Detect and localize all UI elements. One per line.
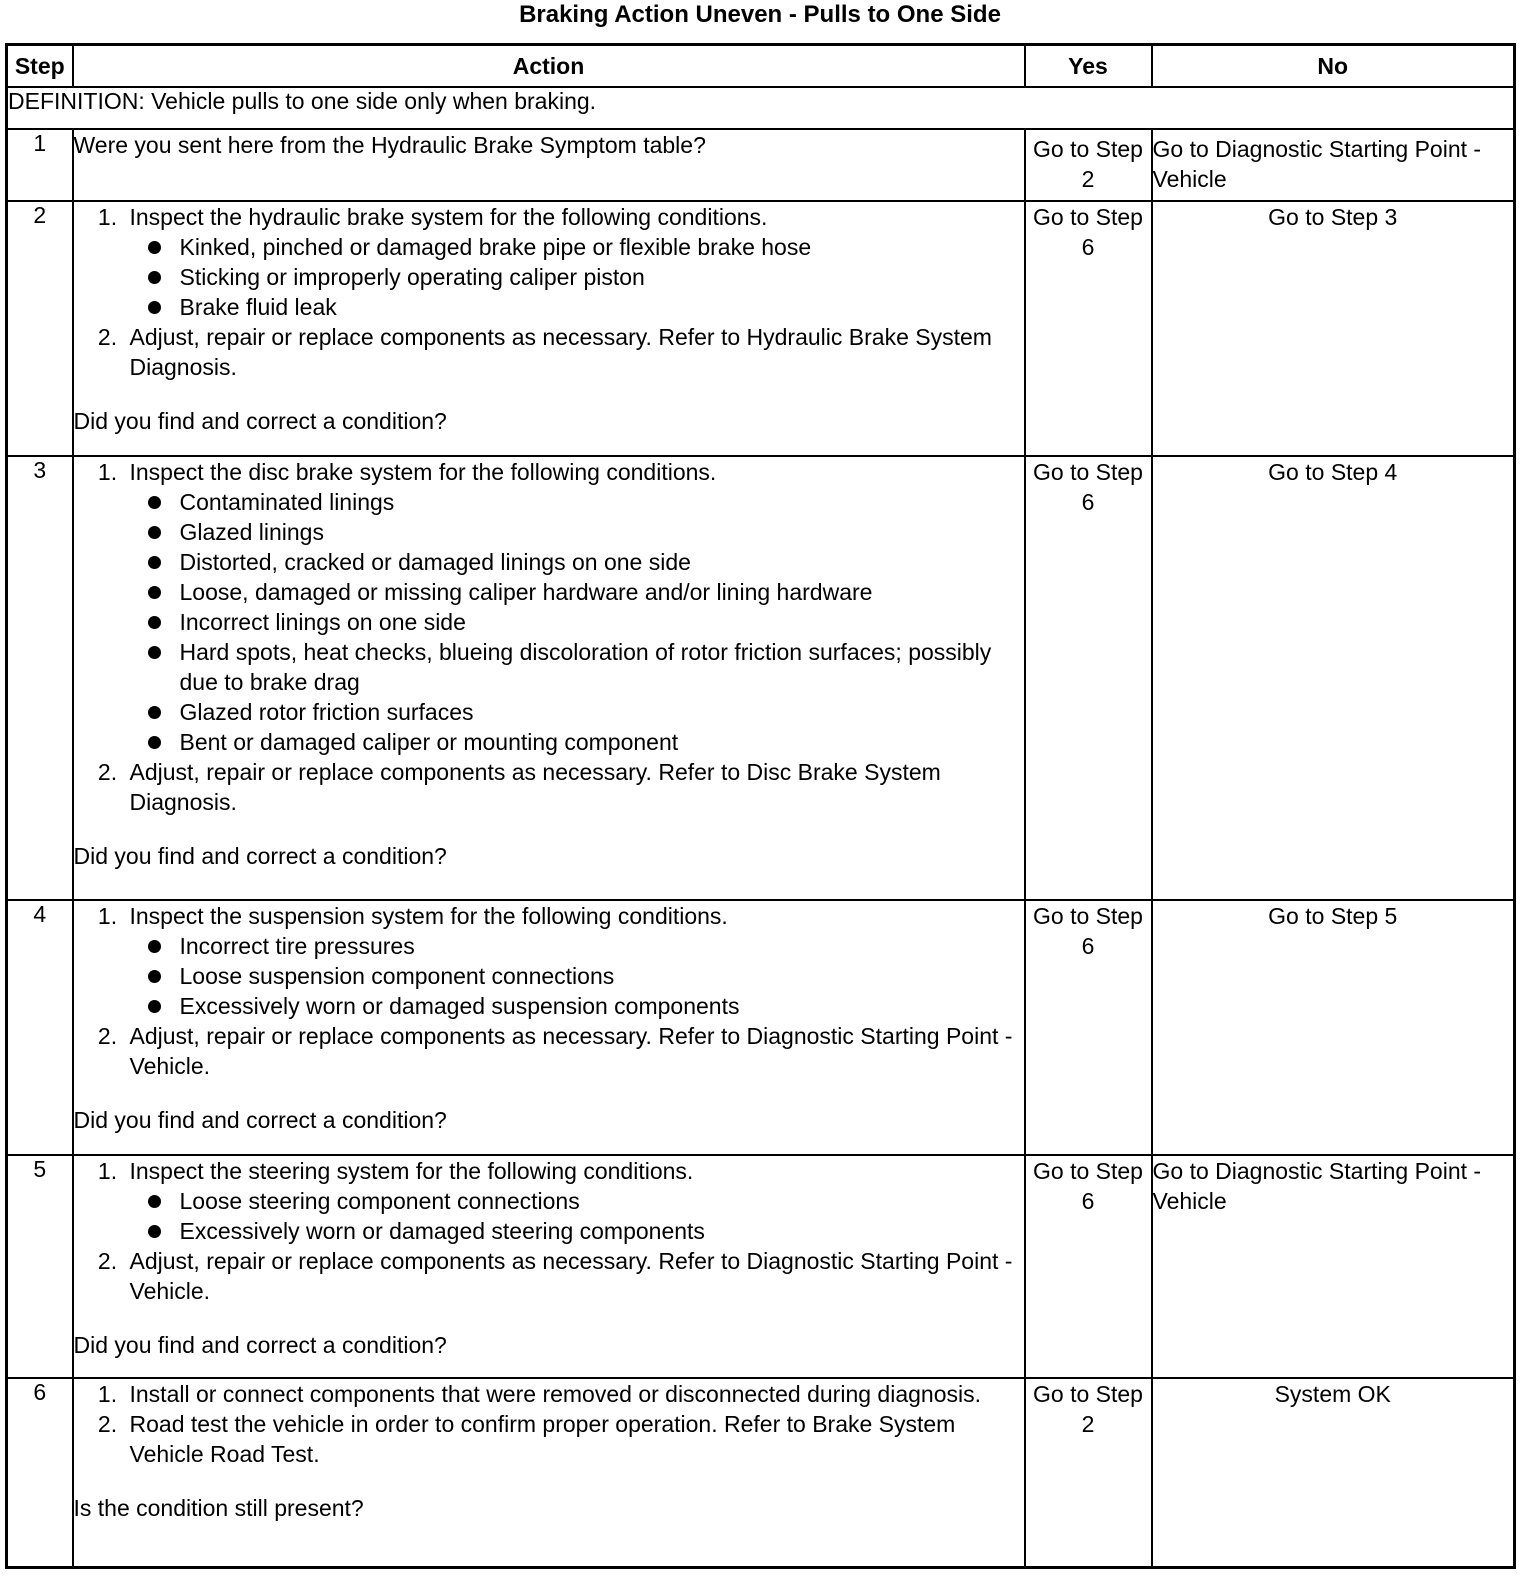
list-item-text: Adjust, repair or replace components as necessary. Refer to Diagnostic Starting Point - Vehicle. — [129, 1248, 1013, 1304]
list-item — [124, 1409, 1024, 1469]
bullet-item: Loose steering component connections — [174, 1186, 1024, 1216]
no-cell: Go to Step 5 — [1152, 900, 1515, 1155]
action-cell — [73, 129, 1025, 201]
table-row — [7, 1155, 1515, 1378]
bullet-item: Excessively worn or damaged steering components — [174, 1216, 1024, 1246]
list-item-text: Inspect the disc brake system for the following conditions. — [129, 459, 717, 485]
bullet-item: Sticking or improperly operating caliper piston — [174, 262, 1024, 292]
table-row — [7, 1378, 1515, 1567]
header-action: Action — [73, 45, 1025, 88]
list-item-text: Inspect the steering system for the following conditions. — [129, 1158, 694, 1184]
table-row — [7, 900, 1515, 1155]
yes-cell: Go to Step 6 — [1025, 1155, 1152, 1378]
action-question: Were you sent here from the Hydraulic Brake Symptom table? — [73, 132, 706, 158]
bullet-item: Loose suspension component connections — [174, 961, 1024, 991]
list-item — [124, 757, 1024, 817]
step-number: 5 — [7, 1155, 73, 1378]
action-list — [74, 457, 1024, 817]
yes-cell: Go to Step 2 — [1025, 129, 1152, 201]
bullet-item: Distorted, cracked or damaged linings on one side — [174, 547, 1024, 577]
header-step: Step — [7, 45, 73, 88]
yes-cell: Go to Step 6 — [1025, 456, 1152, 900]
bullet-item: Incorrect linings on one side — [174, 607, 1024, 637]
definition-row — [7, 87, 1515, 129]
header-yes: Yes — [1025, 45, 1152, 88]
action-list — [74, 901, 1024, 1081]
list-item — [124, 322, 1024, 382]
table-row — [7, 129, 1515, 201]
bullet-list — [130, 1186, 1024, 1246]
action-question: Did you find and correct a condition? — [73, 1107, 447, 1133]
list-item — [124, 202, 1024, 322]
bullet-item: Kinked, pinched or damaged brake pipe or flexible brake hose — [174, 232, 1024, 262]
action-list — [74, 1379, 1024, 1469]
table-row — [7, 201, 1515, 456]
step-number: 1 — [7, 129, 73, 201]
action-cell — [73, 1155, 1025, 1378]
bullet-list — [130, 232, 1024, 322]
bullet-list — [130, 487, 1024, 757]
list-item — [124, 1156, 1024, 1246]
action-question: Is the condition still present? — [73, 1495, 364, 1521]
bullet-item: Incorrect tire pressures — [174, 931, 1024, 961]
list-item — [124, 1246, 1024, 1306]
list-item-text: Adjust, repair or replace components as necessary. Refer to Hydraulic Brake System Diagnosis. — [129, 324, 992, 380]
step-number: 4 — [7, 900, 73, 1155]
yes-cell: Go to Step 6 — [1025, 201, 1152, 456]
action-question: Did you find and correct a condition? — [73, 408, 447, 434]
action-question: Did you find and correct a condition? — [73, 1332, 447, 1358]
diagnostic-table — [5, 43, 1516, 1569]
bullet-item: Excessively worn or damaged suspension components — [174, 991, 1024, 1021]
header-row — [7, 45, 1515, 88]
header-no: No — [1152, 45, 1515, 88]
action-list — [74, 1156, 1024, 1306]
bullet-item: Glazed rotor friction surfaces — [174, 697, 1024, 727]
action-list — [74, 202, 1024, 382]
no-cell: Go to Diagnostic Starting Point - Vehicle — [1152, 129, 1515, 201]
list-item-text: Adjust, repair or replace components as necessary. Refer to Diagnostic Starting Point - Vehicle. — [129, 1023, 1013, 1079]
no-cell: Go to Step 4 — [1152, 456, 1515, 900]
list-item — [124, 1379, 1024, 1409]
list-item-text: Inspect the suspension system for the following conditions. — [129, 903, 728, 929]
bullet-item: Brake fluid leak — [174, 292, 1024, 322]
bullet-item: Bent or damaged caliper or mounting component — [174, 727, 1024, 757]
table-row — [7, 456, 1515, 900]
list-item-text: Adjust, repair or replace components as necessary. Refer to Disc Brake System Diagnosis. — [129, 759, 941, 815]
no-cell: Go to Step 3 — [1152, 201, 1515, 456]
list-item-text: Road test the vehicle in order to confirm proper operation. Refer to Brake System Vehicle Road Test. — [129, 1411, 956, 1467]
step-number: 3 — [7, 456, 73, 900]
list-item — [124, 457, 1024, 757]
list-item — [124, 1021, 1024, 1081]
list-item-text: Inspect the hydraulic brake system for the following conditions. — [129, 204, 768, 230]
bullet-item: Glazed linings — [174, 517, 1024, 547]
step-number: 6 — [7, 1378, 73, 1567]
action-question: Did you find and correct a condition? — [73, 843, 447, 869]
bullet-item: Loose, damaged or missing caliper hardware and/or lining hardware — [174, 577, 1024, 607]
no-cell: System OK — [1152, 1378, 1515, 1567]
yes-cell: Go to Step 6 — [1025, 900, 1152, 1155]
action-cell — [73, 900, 1025, 1155]
step-number: 2 — [7, 201, 73, 456]
document-title: Braking Action Uneven - Pulls to One Side — [519, 1, 1001, 28]
yes-cell: Go to Step 2 — [1025, 1378, 1152, 1567]
list-item-text: Install or connect components that were removed or disconnected during diagnosis. — [129, 1381, 981, 1407]
no-cell: Go to Diagnostic Starting Point - Vehicle — [1152, 1155, 1515, 1378]
action-cell — [73, 456, 1025, 900]
list-item — [124, 901, 1024, 1021]
bullet-item: Hard spots, heat checks, blueing discoloration of rotor friction surfaces; possibly due to brake drag — [174, 637, 1024, 697]
action-cell — [73, 1378, 1025, 1567]
bullet-list — [130, 931, 1024, 1021]
action-cell — [73, 201, 1025, 456]
bullet-item: Contaminated linings — [174, 487, 1024, 517]
definition-text: DEFINITION: Vehicle pulls to one side only when braking. — [7, 87, 1515, 129]
